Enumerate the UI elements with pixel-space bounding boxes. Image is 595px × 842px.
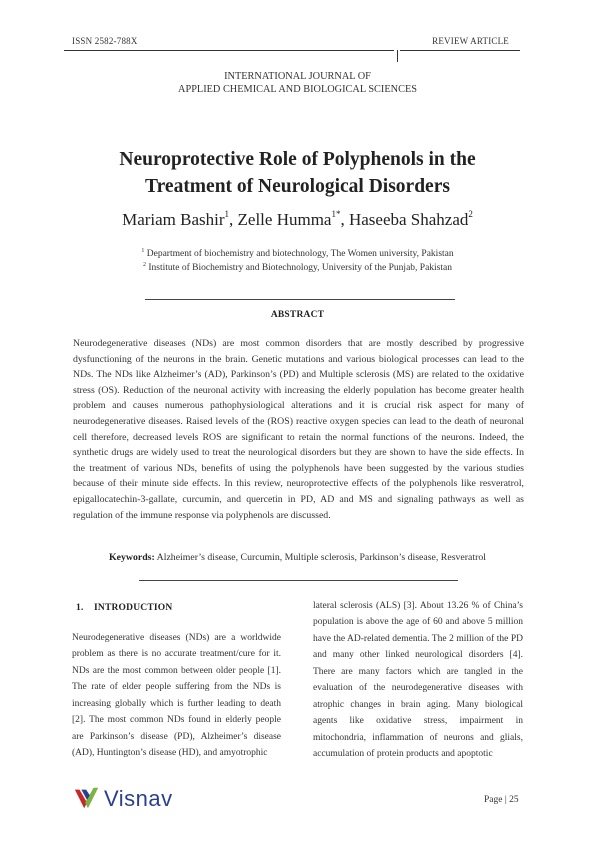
page-number: Page | 25 bbox=[484, 795, 519, 805]
section-number: 1. bbox=[76, 603, 84, 613]
affiliation-1 bbox=[0, 248, 595, 259]
header-rule-right bbox=[400, 50, 520, 51]
body-column-left: Neurodegenerative diseases (NDs) are a worldwide problem as there is no accurate treatment/cure for it. NDs are the most common between older people [1]. The rate of elder people suffering from the NDs is increasing globally which is further leading to death [2]. The most common NDs found in elderly people are Parkinson’s disease (PD), Alzheimer’s disease (AD), Huntington’s disease (HD), and amyotrophic bbox=[72, 633, 281, 759]
keywords-bottom-rule bbox=[139, 580, 458, 581]
keywords-label: Keywords: bbox=[109, 552, 155, 563]
article-type-label: REVIEW ARTICLE bbox=[432, 36, 509, 46]
affiliation-2 bbox=[0, 262, 595, 273]
journal-name-line1: INTERNATIONAL JOURNAL OF bbox=[224, 71, 371, 82]
author-affiliation-mark: 2 bbox=[468, 209, 473, 219]
author-name: Mariam Bashir bbox=[122, 210, 225, 229]
affiliation-mark: 2 bbox=[143, 262, 146, 268]
header-rule-left bbox=[64, 50, 394, 51]
visnav-logo-text: Visnav bbox=[104, 786, 173, 811]
paper-title-line2: Treatment of Neurological Disorders bbox=[145, 176, 450, 197]
body-column-right: lateral sclerosis (ALS) [3]. About 13.26 % of China’s population is above the age of 60 and above 5 million have the AD-related dementia. The 2 million of the PD and many other linked neurological disorders [4]. There are many factors which are tangled in the evaluation of the neurodegenerative diseases with atrophic changes in brain aging. Many biological agents like oxidative stress, impairment in mitochondria, inflammation of neurons and glials, accumulation of protein products and apoptotic bbox=[313, 601, 523, 760]
author-list bbox=[0, 209, 595, 230]
affiliation-text: Department of biochemistry and biotechnology, The Women university, Pakistan bbox=[146, 249, 454, 259]
section-title: INTRODUCTION bbox=[94, 603, 173, 613]
paper-title-line1: Neuroprotective Role of Polyphenols in the bbox=[119, 149, 476, 170]
issn-label: ISSN 2582-788X bbox=[72, 36, 138, 46]
abstract-top-rule bbox=[145, 299, 455, 300]
author-separator: , bbox=[340, 210, 349, 229]
author-affiliation-mark: 1* bbox=[331, 209, 341, 219]
author-affiliation-mark: 1 bbox=[224, 209, 230, 219]
keywords-text: Alzheimer’s disease, Curcumin, Multiple sclerosis, Parkinson’s disease, Resveratrol bbox=[156, 552, 486, 563]
author-separator: , bbox=[229, 210, 238, 229]
paper-title bbox=[60, 146, 535, 200]
visnav-logo-icon bbox=[72, 784, 102, 812]
header-divider bbox=[397, 50, 398, 62]
author-name: Haseeba Shahzad bbox=[348, 210, 469, 229]
keywords-line bbox=[0, 552, 595, 563]
abstract-text: Neurodegenerative diseases (NDs) are most common disorders that are mostly described by progressive dysfunctioning of the neurons in the brain. Genetic mutations and various biological processes can lead to the NDs. The NDs like Alzheimer’s (AD), Parkinson’s (PD) and Multiple sclerosis (MS) are related to the oxidative stress (OS). Reduction of the neuronal activity with increasing the elderly population has become greater health problem and causes numerous pathophysiological alterations and it is crucial risk aspect for many of neurodegenerative diseases. Raised levels of the (ROS) reactive oxygen species can lead to the death of neuronal cell therefore, decreased levels ROS are significant to retain the normal functions of the neurons. Indeed, the synthetic drugs are widely used to treat the neurological disorders but they are shown to have the side effects. In the treatment of various NDs, benefits of using the polyphenols have been suggested by the various studies because of their minute side effects. In this review, neuroprotective effects of the polyphenols like resveratrol, epigallocatechin-3-gallate, curcumin, and quercetin in PD, AD and MS and signaling pathways as well as regulation of the immune response via polyphenols are discussed. bbox=[73, 338, 524, 521]
affiliation-text: Institute of Biochemistry and Biotechnology, University of the Punjab, Pakistan bbox=[148, 263, 452, 273]
author-name: Zelle Humma bbox=[237, 210, 332, 229]
section-heading bbox=[76, 603, 172, 613]
affiliation-mark: 1 bbox=[141, 248, 145, 254]
journal-name-line2: APPLIED CHEMICAL AND BIOLOGICAL SCIENCES bbox=[178, 84, 417, 95]
abstract-heading: ABSTRACT bbox=[270, 310, 325, 320]
